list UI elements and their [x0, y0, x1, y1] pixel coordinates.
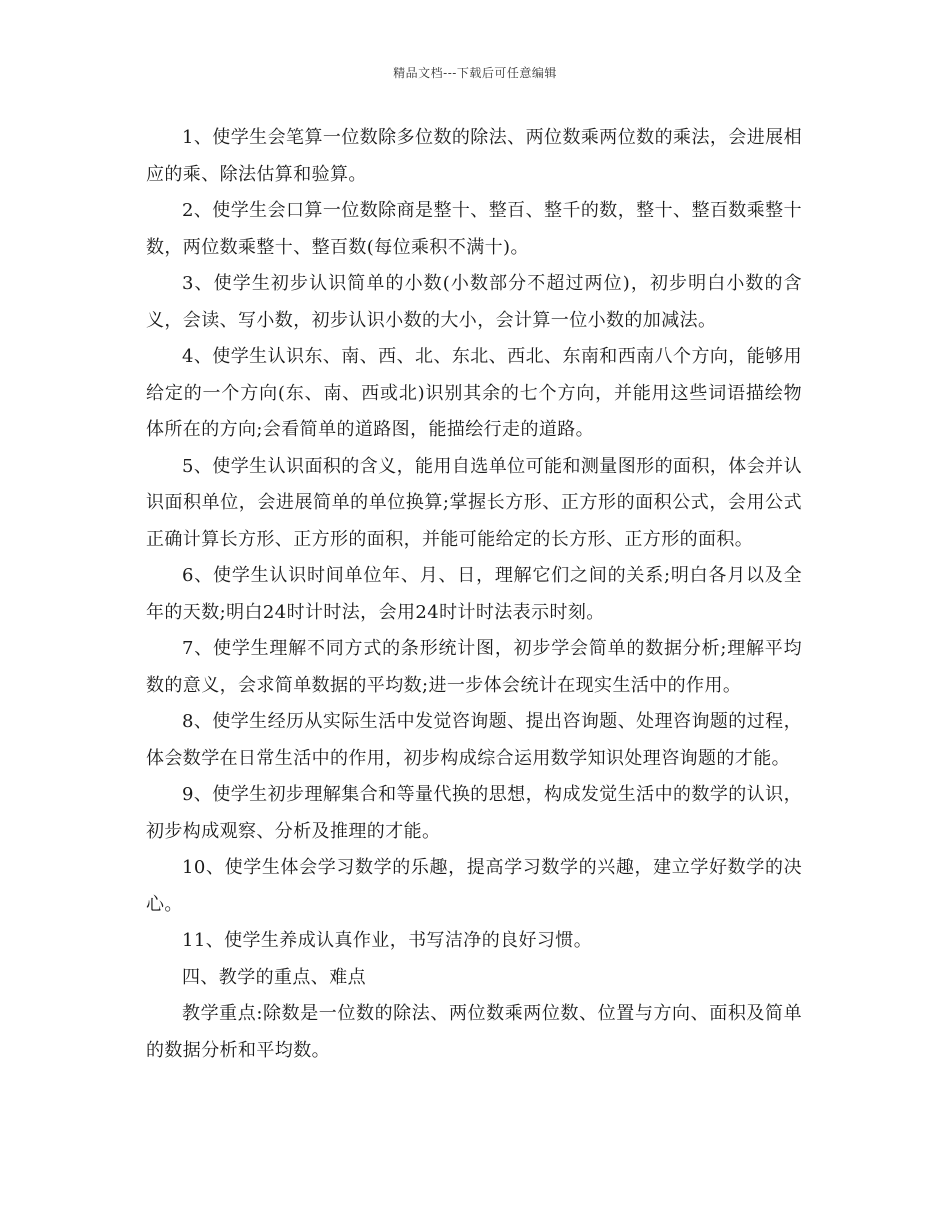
- paragraph-2: 2、使学生会口算一位数除商是整十、整百、整千的数，整十、整百数乘整十数，两位数乘整十、整百数(每位乘积不满十)。: [146, 200, 802, 258]
- paragraph-10: 10、使学生体会学习数学的乐趣，提高学习数学的兴趣，建立学好数学的决心。: [146, 857, 802, 915]
- page-header: 精品文档---下载后可任意编辑: [393, 66, 557, 80]
- paragraph-8: 8、使学生经历从实际生活中发觉咨询题、提出咨询题、处理咨询题的过程，体会数学在日常生活中的作用，初步构成综合运用数学知识处理咨询题的才能。: [146, 711, 802, 769]
- paragraph-6: 6、使学生认识时间单位年、月、日，理解它们之间的关系;明白各月以及全年的天数;明白24时计时法，会用24时计时法表示时刻。: [146, 565, 802, 623]
- paragraph-1: 1、使学生会笔算一位数除多位数的除法、两位数乘两位数的乘法，会进展相应的乘、除法估算和验算。: [146, 127, 802, 185]
- paragraph-5: 5、使学生认识面积的含义，能用自选单位可能和测量图形的面积，体会并认识面积单位，会进展简单的单位换算;掌握长方形、正方形的面积公式，会用公式正确计算长方形、正方形的面积，并能可能给定的长方形、正方形的面积。: [146, 455, 802, 550]
- document-body: [146, 120, 802, 1069]
- paragraph-3: 3、使学生初步认识简单的小数(小数部分不超过两位)，初步明白小数的含义，会读、写小数，初步认识小数的大小，会计算一位小数的加减法。: [146, 273, 802, 331]
- teaching-focus-paragraph: 教学重点:除数是一位数的除法、两位数乘两位数、位置与方向、面积及简单的数据分析和平均数。: [146, 1003, 802, 1061]
- paragraph-7: 7、使学生理解不同方式的条形统计图，初步学会简单的数据分析;理解平均数的意义，会求简单数据的平均数;进一步体会统计在现实生活中的作用。: [146, 638, 802, 696]
- section-heading: 四、教学的重点、难点: [182, 966, 366, 988]
- paragraph-9: 9、使学生初步理解集合和等量代换的思想，构成发觉生活中的数学的认识，初步构成观察、分析及推理的才能。: [146, 784, 802, 842]
- paragraph-11: 11、使学生养成认真作业，书写洁净的良好习惯。: [182, 930, 593, 951]
- paragraph-4: 4、使学生认识东、南、西、北、东北、西北、东南和西南八个方向，能够用给定的一个方向(东、南、西或北)识别其余的七个方向，并能用这些词语描绘物体所在的方向;会看简单的道路图，能描绘行走的道路。: [146, 346, 802, 440]
